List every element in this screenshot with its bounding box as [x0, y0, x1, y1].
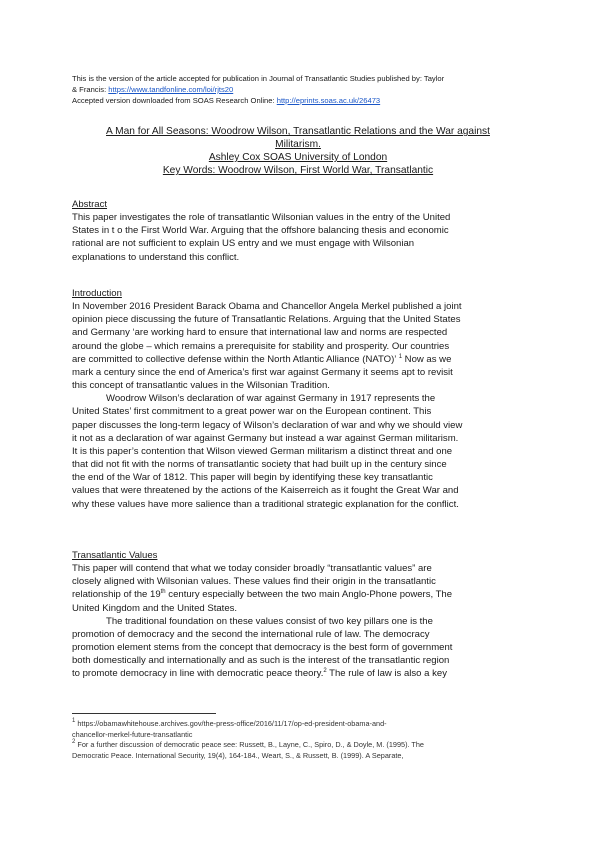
text-line: and Germany ‘are working hard to ensure that international law and norms are respected [72, 327, 448, 339]
text-line: paper discusses the long-term legacy of Wilson’s declaration of war and why we should view [72, 419, 463, 431]
footnotes [72, 719, 526, 761]
abstract-line: explanations to understand this conflict. [72, 251, 240, 263]
footnote-ref-1[interactable]: 1 [398, 353, 403, 360]
eprints-link[interactable]: http://eprints.soas.ac.uk/26473 [276, 96, 381, 105]
text-line: values that were threatened by the actions of the Kaiserreich as it fought the Great War and [72, 485, 459, 497]
abstract-line: States in t o the First World War. Arguing that the offshore balancing thesis and economic [72, 225, 449, 237]
abstract-line: rational are not sufficient to explain US entry and we must engage with Wilsonian [72, 238, 415, 250]
text-line: this concept of transatlantic values in the Wilsonian Tradition. [72, 380, 330, 392]
ordinal-superscript: th [160, 589, 166, 596]
notice-line-2: & Francis: https://www.tandfonline.com/loi/rjts20 [72, 85, 234, 94]
text-line: United States’ first commitment to a great power war on the European continent. This [72, 406, 432, 418]
footnote-separator [72, 713, 216, 714]
notice-line-1: This is the version of the article accepted for publication in Journal of Transatlantic Studies published by: Taylor [72, 74, 445, 83]
text-line: mark a century since the end of America’s first war against Germany it seems apt to revisit [72, 366, 453, 378]
text-line: it not as a declaration of war against Germany but instead a war against German militarism. [72, 432, 459, 444]
text-line: are committed to collective defense within the North Atlantic Alliance (NATO)’ $^1$ Now as we [72, 353, 452, 365]
introduction-section [72, 287, 526, 511]
abstract-heading: Abstract [72, 199, 108, 210]
text-line: that did not fit with the norms of transatlantic society that had built up in the century since [72, 459, 447, 471]
text-line: why these values have more salience than a traditional strategic explanation for the conflict. [72, 498, 459, 510]
values-paragraph-2 [72, 615, 526, 681]
text-line: around the globe – which remains a prerequisite for stability and prosperity. Our countries [72, 340, 450, 352]
text-line: the end of the War of 1812. This paper will begin by identifying these key transatlantic [72, 472, 433, 484]
text-line: promotion of democracy and the second the international rule of law. The democracy [72, 628, 430, 640]
title-block [72, 125, 524, 177]
text-line: In November 2016 President Barack Obama and Chancellor Angela Merkel published a joint [72, 301, 462, 313]
text-line: both domestically and internationally and as such is the interest of the transatlantic region [72, 655, 450, 667]
text-line: Woodrow Wilson’s declaration of war against Germany in 1917 represents the [106, 393, 436, 405]
text-line: This paper will contend that what we today consider broadly “transatlantic values” are [72, 563, 432, 575]
introduction-paragraph-1 [72, 300, 526, 392]
text-line: relationship of the 19th century especially between the two main Anglo-Phone powers, The [72, 589, 453, 601]
values-heading: Transatlantic Values [72, 550, 158, 561]
text-line: promotion element stems from the concept that democracy is the best form of government [72, 642, 453, 654]
footnote-1-continued: chancellor-merkel-future-transatlantic [72, 729, 193, 739]
footnote-2: $^2$ For a further discussion of democratic peace see: Russett, B., Layne, C., Spiro, D., & Doyle, M. (1995). The [72, 739, 424, 750]
text-line: The traditional foundation on these values consist of two key pillars one is the [106, 615, 433, 627]
text-line: opinion piece discussing the future of Transatlantic Relations. Arguing that the United States [72, 314, 461, 326]
abstract-text [72, 211, 526, 264]
abstract-section [72, 198, 526, 264]
footnote-ref-2[interactable]: 2 [323, 668, 327, 675]
introduction-heading: Introduction [72, 288, 122, 299]
keywords-line: Key Words: Woodrow Wilson, First World War, Transatlantic [162, 165, 434, 176]
publication-notice [72, 73, 532, 106]
text-line: to promote democracy in line with democratic peace theory.$^2$ The rule of law is also a key [72, 668, 447, 680]
values-paragraph-1 [72, 562, 526, 615]
paper-title-line-1: A Man for All Seasons: Woodrow Wilson, Transatlantic Relations and the War against [106, 126, 490, 137]
notice-line-3: Accepted version downloaded from SOAS Research Online: http://eprints.soas.ac.uk/26473 [72, 96, 381, 105]
abstract-line: This paper investigates the role of transatlantic Wilsonian values in the entry of the United [72, 212, 451, 224]
transatlantic-values-section [72, 549, 526, 681]
text-line: United Kingdom and the United States. [72, 602, 238, 614]
footnote-1-number: 1 [72, 718, 76, 724]
text-line: closely aligned with Wilsonian values. These values find their origin in the transatlantic [72, 576, 436, 588]
publisher-link[interactable]: https://www.tandfonline.com/loi/rjts20 [108, 85, 234, 94]
introduction-paragraph-2 [72, 392, 526, 510]
footnote-2-number: 2 [72, 739, 76, 746]
paper-title-line-2: Militarism. [275, 139, 321, 150]
author-line: Ashley Cox SOAS University of London [208, 152, 388, 163]
footnote-2-continued: Democratic Peace. International Security, 19(4), 164-184., Weart, S., & Russett, B. (1999). A Separate, [72, 750, 404, 760]
text-line: It is this paper’s contention that Wilson viewed German militarism a distinct threat and one [72, 445, 453, 457]
footnote-1: $^1$ https://obamawhitehouse.archives.gov/the-press-office/2016/11/17/op-ed-president-obama-and- [72, 718, 387, 728]
